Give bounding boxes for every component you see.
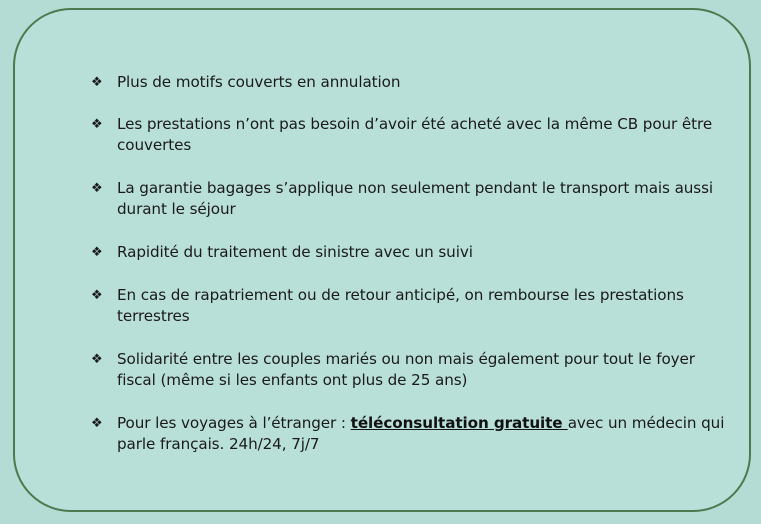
item-text: Les prestations n’ont pas besoin d’avoir été acheté avec la même CB pour être couvertes	[117, 115, 713, 154]
item-text: Solidarité entre les couples mariés ou non mais également pour tout le foyer fiscal (même si les enfants ont plus de 25 ans)	[117, 350, 695, 389]
item-text-suffix: avec un médecin qui parle français. 24h/24, 7j/7	[117, 414, 725, 453]
item-text: En cas de rapatriement ou de retour anticipé, on rembourse les prestations terrestres	[117, 286, 684, 325]
diamond-bullet-icon: ❖	[91, 245, 103, 260]
list-item	[91, 72, 731, 93]
item-text: La garantie bagages s’applique non seulement pendant le transport mais aussi durant le séjour	[117, 179, 714, 218]
list-item	[91, 349, 731, 391]
list-item	[91, 178, 731, 220]
list-item	[91, 413, 731, 455]
info-card	[13, 8, 751, 512]
list-item	[91, 114, 731, 156]
list-item	[91, 285, 731, 327]
item-text-prefix: Pour les voyages à l’étranger :	[117, 414, 351, 432]
item-text: Plus de motifs couverts en annulation	[117, 73, 401, 91]
item-text: Rapidité du traitement de sinistre avec un suivi	[117, 243, 473, 261]
diamond-bullet-icon: ❖	[91, 117, 103, 132]
diamond-bullet-icon: ❖	[91, 352, 103, 367]
diamond-bullet-icon: ❖	[91, 288, 103, 303]
item-text	[117, 413, 731, 455]
teleconsultation-emphasis: téléconsultation gratuite	[350, 414, 568, 432]
diamond-bullet-icon: ❖	[91, 75, 103, 90]
diamond-bullet-icon: ❖	[91, 181, 103, 196]
list-item	[91, 242, 731, 263]
diamond-bullet-icon: ❖	[91, 416, 103, 431]
